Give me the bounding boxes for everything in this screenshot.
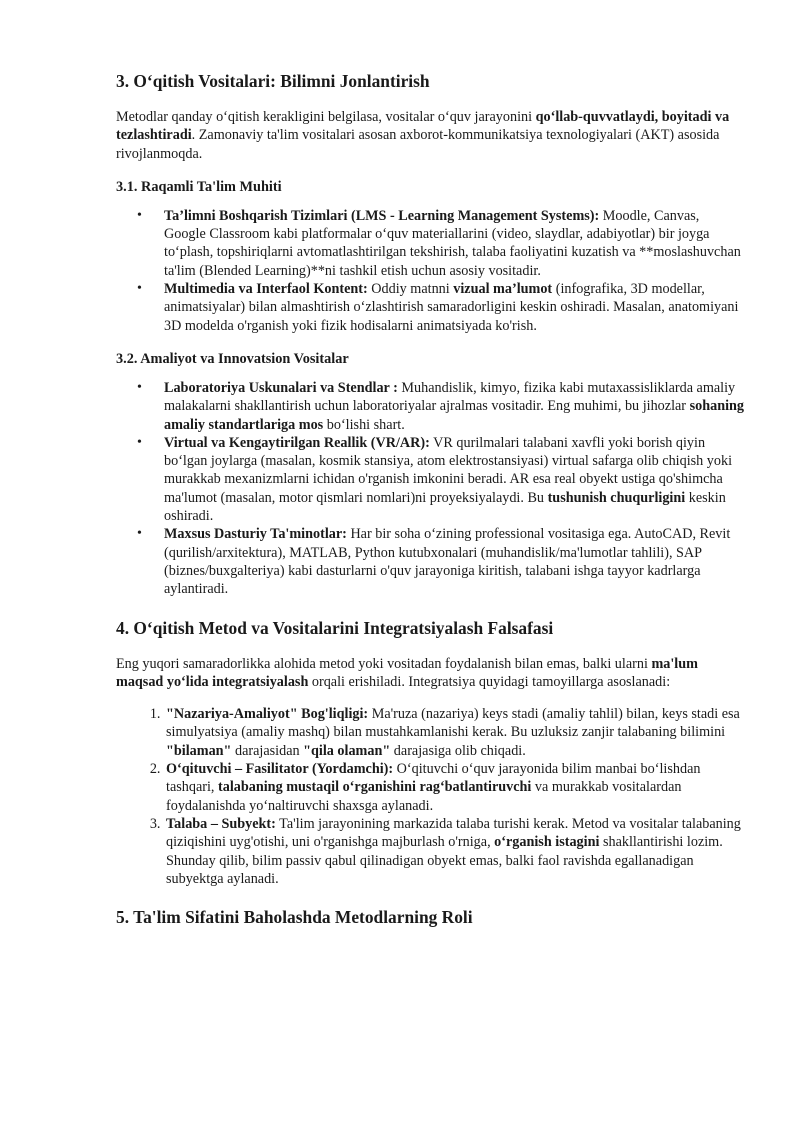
subsection-3-1-list xyxy=(116,207,744,335)
subsection-3-2-list xyxy=(116,379,744,599)
bold-text-run: Multimedia va Interfaol Kontent: xyxy=(164,281,368,298)
section-3-intro xyxy=(116,108,744,163)
section-4-intro xyxy=(116,655,744,692)
text-run: O‘qituvchi o‘quv jarayonida bilim manbai bo‘lishdan tashqari, xyxy=(166,761,701,796)
bold-text-run: qo‘llab-quvvatlaydi, boyitadi va tezlashtiradi xyxy=(116,109,730,144)
bold-text-run: Talaba – Subyekt: xyxy=(166,815,276,832)
text-run: Muhandislik, kimyo, fizika kabi mutaxassisliklarda amaliy malakalarni shakllantirish uchun laboratoriyalar ajralmas vositadir. Eng muhimi, bu jihozlar xyxy=(164,379,736,415)
bold-text-run: Laboratoriya Uskunalari va Stendlar : xyxy=(164,379,398,396)
bold-text-run: "qila olaman" xyxy=(303,742,391,759)
bold-text-run: sohaning amaliy standartlariga mos xyxy=(164,398,745,433)
text-run: VR qurilmalari talabani xavfli yoki borish qiyin bo‘lgan joylarga (masalan, kosmik stansiya, atom elektrostansiyasi) virtual safarga olib chiqish yoki murakkab mexanizmlarni ichidan o'rganish imkonini beradi. AR esa real obyekt ustiga qo'shimcha ma'lumot (masalan, motor qismlari nomlari)ni proyeksiyalaydi. Bu xyxy=(164,434,733,506)
bold-text-run: Virtual va Kengaytirilgan Reallik (VR/AR): xyxy=(164,434,430,451)
bold-text-run: "bilaman" xyxy=(166,742,232,759)
section-4-heading: 4. O‘qitish Metod va Vositalarini Integratsiyalash Falsafasi xyxy=(116,617,554,638)
text-run: Moodle, Canvas, Google Classroom kabi platformalar o‘quv materiallarini (video, slaydlar, adabiyotlar) bir joyga to‘plash, topshiriqlarni avtomatlashtirilgan tekshirish, talaba faoliyatini kuzatish va **moslashuvchan ta'lim (Blended Learning)**ni tashkil etish uchun asosiy vositadir. xyxy=(164,207,741,279)
subsection-3-2-heading: 3.2. Amaliyot va Innovatsion Vositalar xyxy=(116,350,349,367)
text-run: Eng yuqori samaradorlikka alohida metod yoki vositadan foydalanish bilan emas, balki ularni xyxy=(116,655,652,672)
text-run: darajasidan xyxy=(231,742,304,759)
bold-text-run: "Nazariya-Amaliyot" Bog'liqligi: xyxy=(166,706,369,723)
list-item xyxy=(164,379,744,434)
text-run: Oddiy matnni xyxy=(367,281,454,298)
bold-text-run: vizual ma’lumot xyxy=(453,281,553,298)
bold-text-run: o‘rganish istagini xyxy=(494,834,600,851)
list-item xyxy=(164,434,744,525)
bold-text-run: O‘qituvchi – Fasilitator (Yordamchi): xyxy=(166,761,394,778)
bold-text-run: ma'lum maqsad yo‘lida integratsiyalash xyxy=(116,655,698,690)
text-run: Ta'lim jarayonining markazida talaba turishi kerak. Metod va vositalar talabaning qiziqishini uyg'otishi, uni o'rganishga majburlash o'rniga, xyxy=(166,815,741,851)
text-run: Har bir soha o‘zining professional vositasiga ega. AutoCAD, Revit (qurilish/arxitektura), MATLAB, Python kutubxonalari (muhandislik/ma'lumotlar tahlili), SAP (biznes/buxgalteriya) kabi dasturlarni o'quv jarayoniga kiritish, talabani ishga tayyor kadrlarga aylantiradi. xyxy=(164,526,731,598)
text-run: Ma'ruza (nazariya) keys stadi (amaliy tahlil) bilan, keys stadi esa simulyatsiya (amaliy mashq) bilan mustahkamlanishi kerak. Bu uzluksiz zanjir talabaning bilimini xyxy=(166,706,740,741)
list-item xyxy=(164,815,744,888)
bold-text-run: talabaning mustaqil o‘rganishini rag‘batlantiruvchi xyxy=(218,779,532,796)
list-item xyxy=(164,760,744,815)
list-item xyxy=(164,705,744,760)
text-run: . Zamonaviy ta'lim vositalari asosan axborot-kommunikatsiya texnologiyalari (AKT) asosida rivojlanmoqda. xyxy=(116,127,720,162)
text-run: orqali erishiladi. Integratsiya quyidagi tamoyillarga asoslanadi: xyxy=(308,673,671,690)
section-4-list xyxy=(116,705,744,888)
text-run: va murakkab vositalardan foydalanishda yo‘naltiruvchi shaxsga aylanadi. xyxy=(166,779,682,814)
section-5-heading: 5. Ta'lim Sifatini Baholashda Metodlarning Roli xyxy=(116,907,473,928)
subsection-3-1-heading: 3.1. Raqamli Ta'lim Muhiti xyxy=(116,178,282,195)
text-run: keskin oshiradi. xyxy=(164,489,726,525)
list-item xyxy=(164,525,744,598)
bold-text-run: tushunish chuqurligini xyxy=(547,489,686,506)
bold-text-run: Maxsus Dasturiy Ta'minotlar: xyxy=(164,526,347,543)
bold-text-run: Ta’limni Boshqarish Tizimlari (LMS - Learning Management Systems): xyxy=(164,207,600,224)
text-run: Metodlar qanday o‘qitish kerakligini belgilasa, vositalar o‘quv jarayonini xyxy=(116,109,536,125)
text-run: (infografika, 3D modellar, animatsiyalar) bilan almashtirish o‘zlashtirish samaradorligini keskin oshiradi. Masalan, anatomiyani 3D modelda o'rganish yoki fizik hodisalarni animatsiyada ko'rish. xyxy=(164,281,739,334)
text-run: darajasiga olib chiqadi. xyxy=(390,742,526,759)
list-item xyxy=(164,207,744,280)
text-run: bo‘lishi shart. xyxy=(323,416,405,433)
section-3-heading: 3. O‘qitish Vositalari: Bilimni Jonlantirish xyxy=(116,71,430,91)
text-run: shakllantirishi lozim. Shunday qilib, bilim passiv qabul qilinadigan obyekt emas, balki faol ravishda egallanadigan subyektga aylanadi. xyxy=(166,834,723,887)
list-item xyxy=(164,280,744,335)
